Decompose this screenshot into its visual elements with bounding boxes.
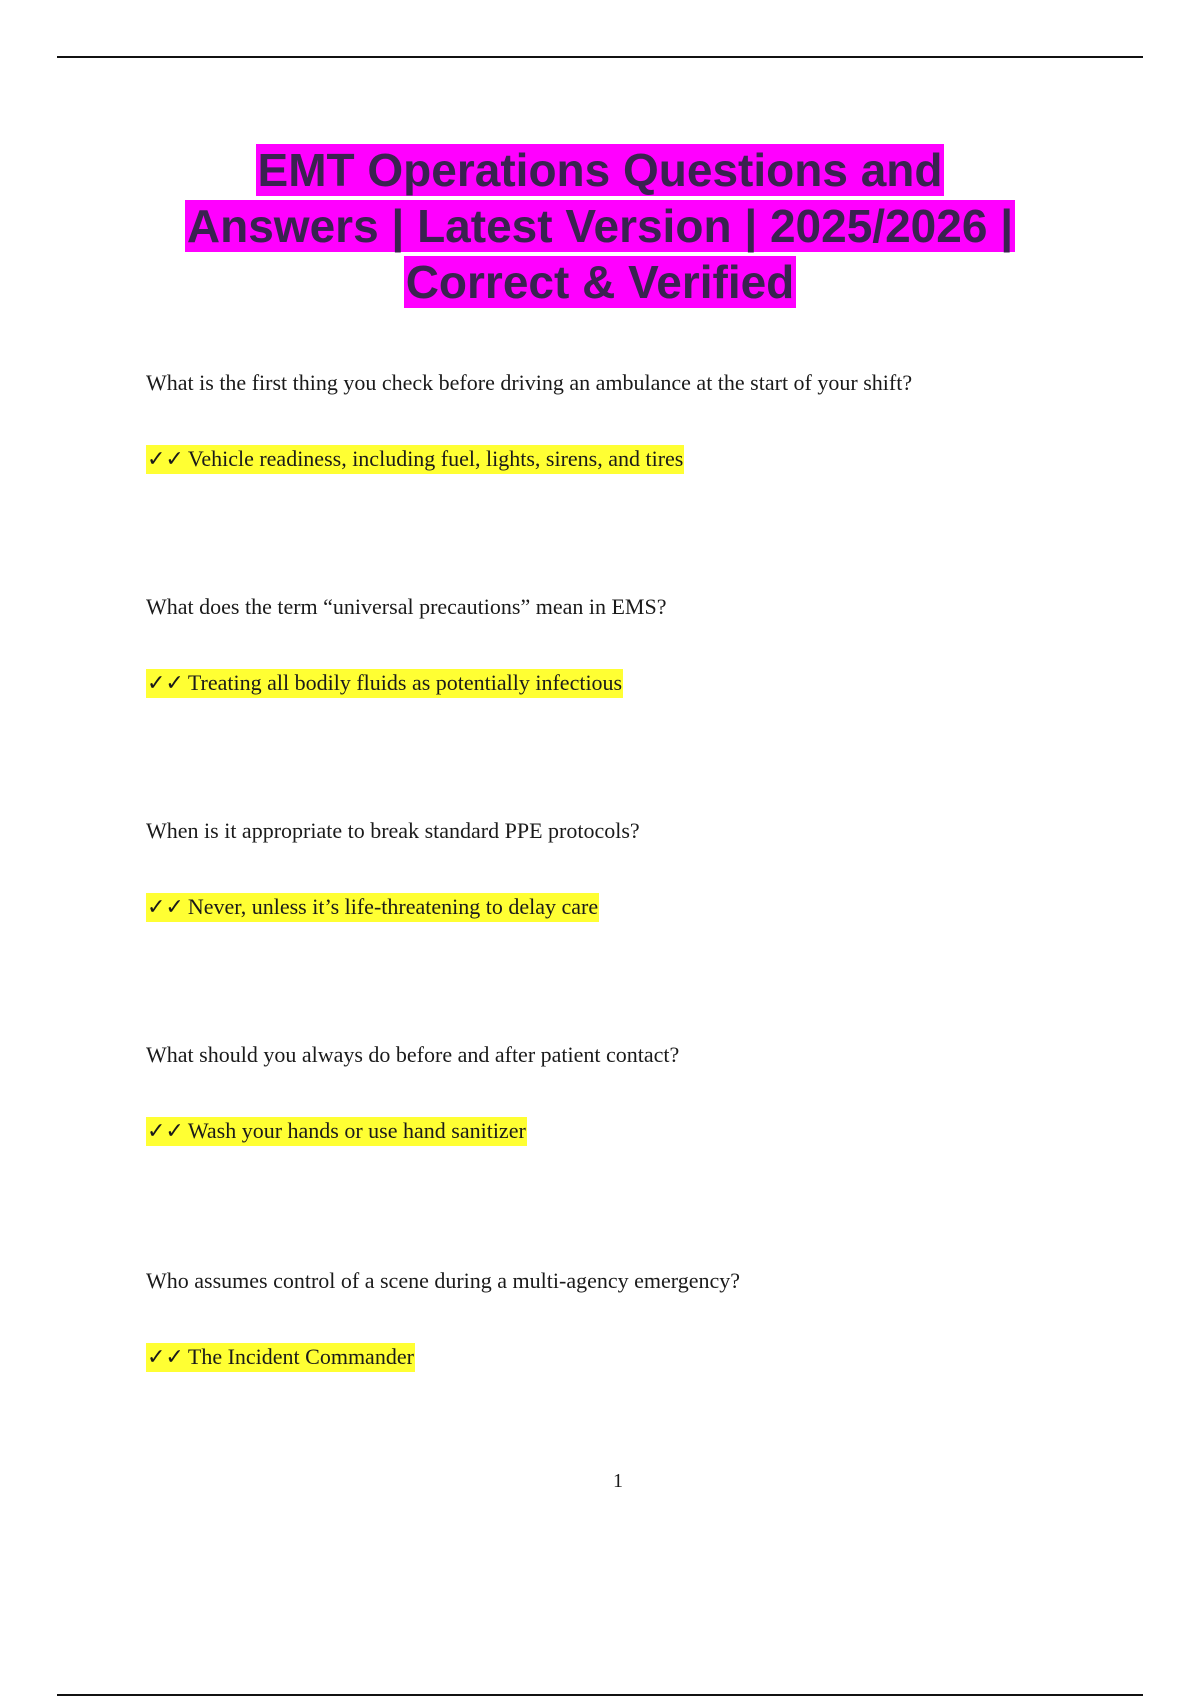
- question-text: Who assumes control of a scene during a multi-agency emergency?: [146, 1268, 740, 1293]
- title-line-1: EMT Operations Questions and: [257, 144, 943, 196]
- qa-item-5: [146, 1267, 1096, 1370]
- check-icon: ✓✓: [147, 1119, 184, 1144]
- qa-item-2: [146, 593, 1096, 696]
- title-line-3: Correct & Verified: [405, 256, 795, 308]
- question-text: What should you always do before and after patient contact?: [146, 1042, 680, 1067]
- answer-text: ✓✓ Vehicle readiness, including fuel, lights, sirens, and tires: [147, 446, 684, 472]
- check-icon: ✓✓: [147, 671, 184, 696]
- top-rule: [57, 56, 1143, 58]
- qa-item-1: [146, 369, 1096, 472]
- question-text: What is the first thing you check before driving an ambulance at the start of your shift?: [146, 370, 913, 395]
- answer-text: ✓✓ The Incident Commander: [147, 1344, 414, 1370]
- bottom-rule: [57, 1694, 1143, 1696]
- qa-item-3: [146, 817, 1096, 920]
- title-line-2: Answers | Latest Version | 2025/2026 |: [186, 200, 1014, 252]
- page-number: 1: [613, 1470, 623, 1492]
- check-icon: ✓✓: [147, 895, 184, 920]
- question-text: What does the term “universal precautions” mean in EMS?: [146, 594, 667, 619]
- document-title: [100, 142, 1100, 310]
- answer-text: ✓✓ Wash your hands or use hand sanitizer: [147, 1118, 526, 1144]
- question-text: When is it appropriate to break standard PPE protocols?: [146, 818, 640, 843]
- qa-item-4: [146, 1041, 1096, 1144]
- answer-text: ✓✓ Never, unless it’s life-threatening to delay care: [147, 894, 599, 920]
- check-icon: ✓✓: [147, 1345, 184, 1370]
- check-icon: ✓✓: [147, 447, 184, 472]
- answer-text: ✓✓ Treating all bodily fluids as potentially infectious: [147, 670, 623, 696]
